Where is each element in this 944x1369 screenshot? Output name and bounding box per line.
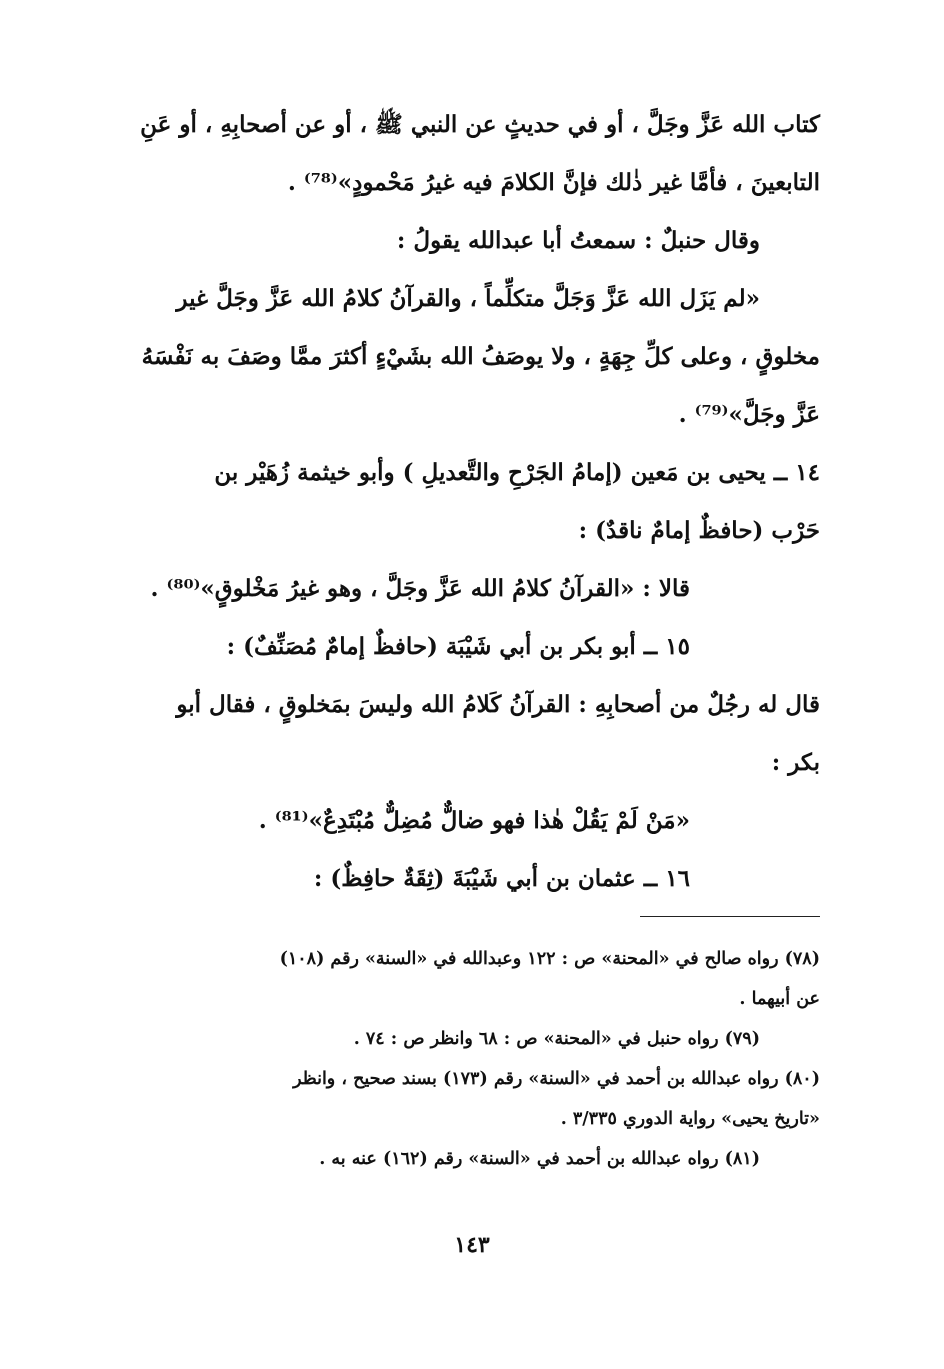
page-body [100,96,820,1179]
text-line: التابعينَ ، فأمَّا غير ذٰلك فإنَّ الكلامَ فيه غيرُ مَحْمودٍ»⁽⁷⁸⁾ . [287,169,820,196]
entry-15-heading: ١٥ ــ أبو بكر بن أبي شَيْبَة (حافظٌ إمامٌ مُصَنِّفٌ) : [226,633,690,660]
footnotes [100,939,820,1179]
footnote-78: (٧٨) رواه صالح في «المحنة» ص : ١٢٢ وعبدالله في «السنة» رقم (١٠٨) [279,949,820,969]
text-line: قال له رجُلٌ من أصحابِهِ : القرآنُ كَلامُ الله وليسَ بمَخلوقٍ ، فقال أبو [176,691,820,718]
text-line: قالا : «القرآنُ كلامُ الله عَزَّ وجَلَّ ، وهو غيرُ مَخْلوقٍ»⁽⁸⁰⁾ . [150,575,690,602]
text-line: «مَنْ لَمْ يَقُلْ هٰذا فهو ضالٌّ مُضِلٌّ مُبْتَدِعٌ»⁽⁸¹⁾ . [258,807,690,834]
text-line: عَزَّ وجَلَّ»⁽⁷⁹⁾ . [678,401,820,428]
text-line: بكر : [771,749,820,776]
entry-14-heading: ١٤ ــ يحيى بن مَعين (إمامُ الجَرْحِ والتَّعديلِ ) وأبو خيثمة زُهَيْر بن [214,459,820,486]
main-text [100,96,820,908]
text-line: كتاب الله عَزَّ وجَلَّ ، أو في حديثٍ عن النبي ﷺ ، أو عن أصحابِهِ ، أو عَنِ [140,111,820,138]
footnote-80-cont: «تاريخ يحيى» رواية الدوري ٣/٣٣٥ . [560,1109,820,1129]
text-line: مخلوقٍ ، وعلى كلِّ جِهَةٍ ، ولا يوصَفُ الله بشَيْءٍ أكثرَ ممَّا وصَفَ به نَفْسَهُ [141,343,820,370]
text-line: «لم يَزَل الله عَزَّ وَجَلَّ متكلِّماً ، والقرآنُ كلامُ الله عَزَّ وجَلَّ غير [176,285,760,312]
footnote-81: (٨١) رواه عبدالله بن أحمد في «السنة» رقم (١٦٢) عنه به . [319,1149,760,1169]
footnote-78-cont: عن أبيهما . [739,989,820,1009]
footnote-79: (٧٩) رواه حنبل في «المحنة» ص : ٦٨ وانظر ص : ٧٤ . [353,1029,760,1049]
text-line: وقال حنبلٌ : سمعتُ أبا عبدالله يقولُ : [396,227,760,254]
page-number: ١٤٣ [454,1232,490,1258]
footnote-80: (٨٠) رواه عبدالله بن أحمد في «السنة» رقم (١٧٣) بسند صحيح ، وانظر [293,1069,820,1089]
text-line: حَرْب (حافظٌ إمامٌ ناقدٌ) : [578,517,820,544]
footnote-separator [640,916,820,917]
entry-16-heading: ١٦ ــ عثمان بن أبي شَيْبَةَ (ثِقَةٌ حافِظٌ) : [313,865,690,892]
